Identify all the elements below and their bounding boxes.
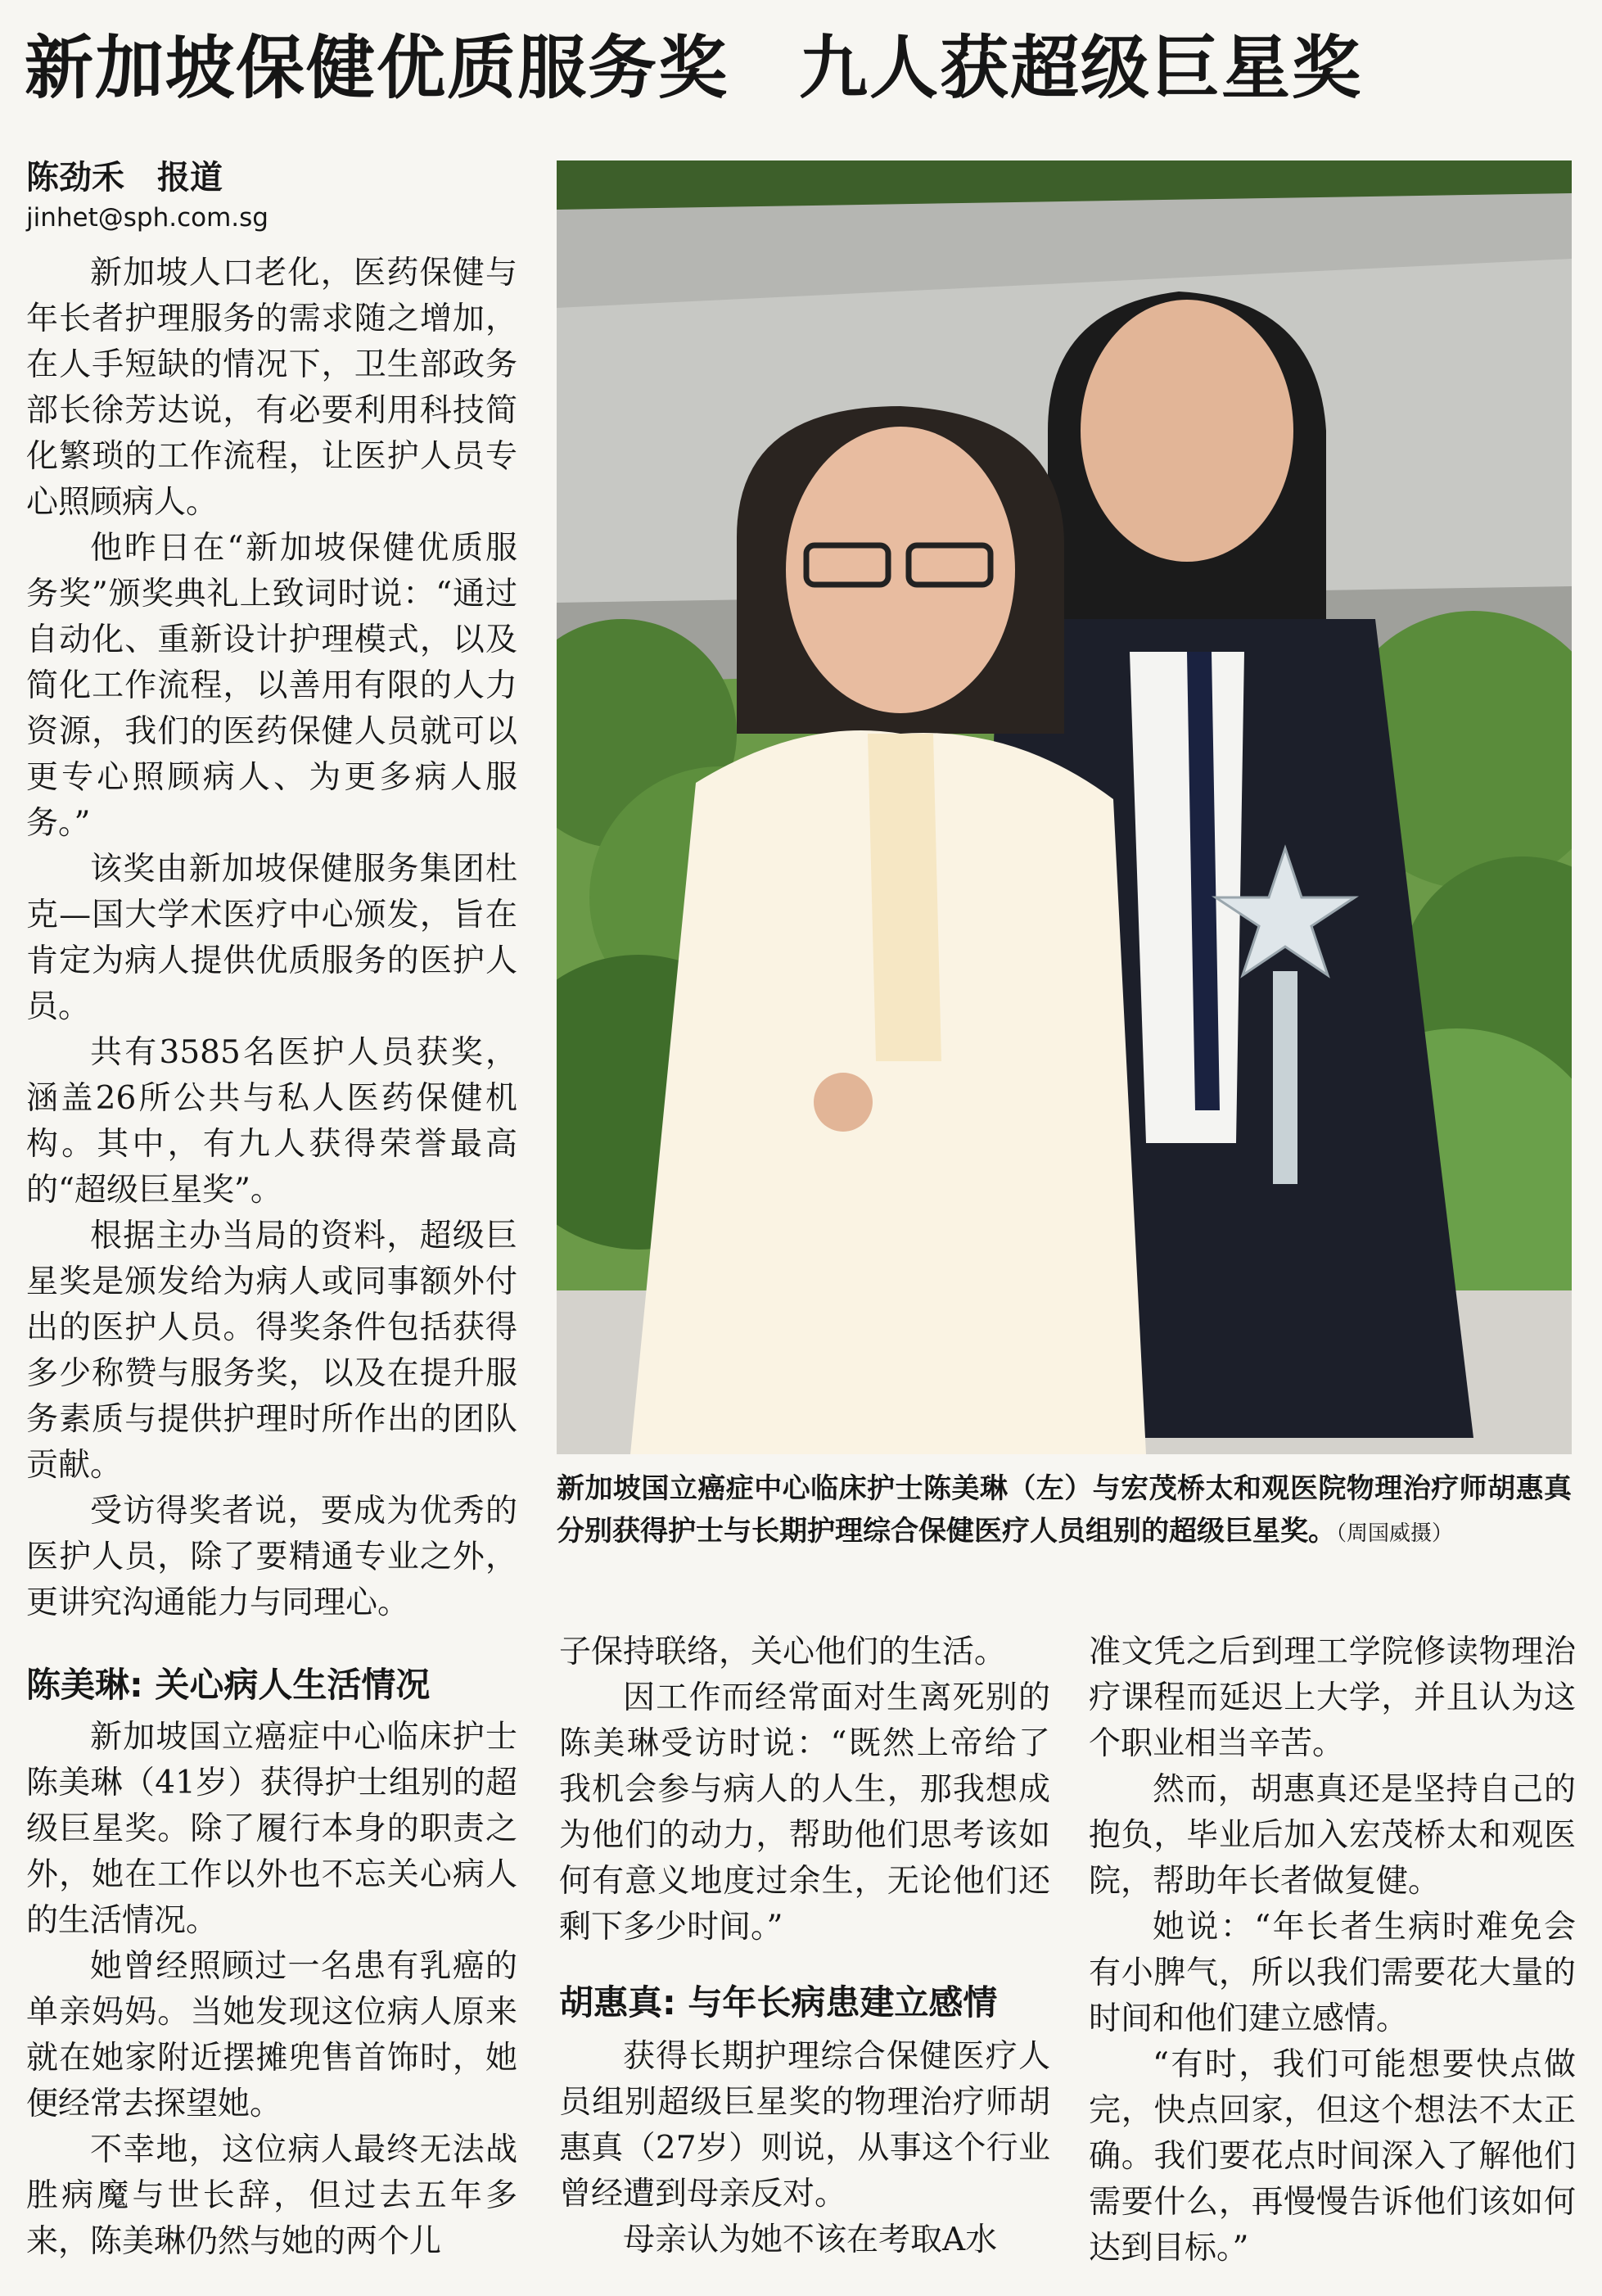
photo-illustration	[557, 160, 1572, 1454]
article-column-1-lower	[26, 1715, 517, 2288]
paragraph: 共有3585名医护人员获奖，涵盖26所公共与私人医药保健机构。其中，有九人获得荣誉最高的“超级巨星奖”。	[26, 1034, 517, 1209]
paragraph: 因工作而经常面对生离死别的陈美琳受访时说：“既然上帝给了我机会参与病人的人生，那我想成为他们的动力，帮助他们思考该如何有意义地度过余生，无论他们还剩下多少时间。”	[559, 1679, 1050, 1946]
section-heading-chen: 陈美琳: 关心病人生活情况	[26, 1665, 431, 1705]
paragraph: 该奖由新加坡保健服务集团杜克—国大学术医疗中心颁发，旨在肯定为病人提供优质服务的医护人员。	[26, 851, 517, 1025]
paragraph: “有时，我们可能想要快点做完，快点回家，但这个想法不太正确。我们要花点时间深入了解他们需要什么，再慢慢告诉他们该如何达到目标。”	[1089, 2046, 1576, 2267]
paragraph: 她曾经照顾过一名患有乳癌的单亲妈妈。当她发现这位病人原来就在她家附近摆摊兜售首饰时，她便经常去探望她。	[26, 1948, 517, 2122]
paragraph: 获得长期护理综合保健医疗人员组别超级巨星奖的物理治疗师胡惠真（27岁）则说，从事这个行业曾经遭到母亲反对。	[559, 2038, 1050, 2212]
section-heading-hu: 胡惠真: 与年长病患建立感情	[559, 1982, 998, 2023]
paragraph: 不幸地，这位病人最终无法战胜病魔与世长辞，但过去五年多来，陈美琳仍然与她的两个儿	[26, 2131, 517, 2260]
paragraph-continuation: 准文凭之后到理工学院修读物理治疗课程而延迟上大学，并且认为这个职业相当辛苦。	[1089, 1634, 1576, 1762]
paragraph: 她说：“年长者生病时难免会有小脾气，所以我们需要花大量的时间和他们建立感情。	[1089, 1909, 1576, 2037]
paragraph-continuation: 子保持联络，关心他们的生活。	[559, 1634, 1007, 1670]
paragraph: 新加坡人口老化，医药保健与年长者护理服务的需求随之增加，在人手短缺的情况下，卫生部政务部长徐芳达说，有必要利用科技简化繁琐的工作流程，让医护人员专心照顾病人。	[26, 255, 517, 521]
article-column-1	[26, 251, 517, 1626]
article-photo	[557, 160, 1572, 1454]
byline: 陈劲禾 报道	[26, 159, 223, 197]
photo-credit: （周国威摄）	[1336, 1521, 1454, 1546]
author-email[interactable]: jinhet@sph.com.sg	[26, 203, 269, 233]
article-column-3	[1089, 1629, 1576, 2285]
paragraph: 新加坡国立癌症中心临床护士陈美琳（41岁）获得护士组别的超级巨星奖。除了履行本身的职责之外，她在工作以外也不忘关心病人的生活情况。	[26, 1719, 517, 1939]
paragraph: 然而，胡惠真还是坚持自己的抱负，毕业后加入宏茂桥太和观医院，帮助年长者做复健。	[1089, 1771, 1576, 1900]
caption-text: 新加坡国立癌症中心临床护士陈美琳（左）与宏茂桥太和观医院物理治疗师胡惠真分别获得护士与长期护理综合保健医疗人员组别的超级巨星奖。	[557, 1472, 1572, 1548]
article-column-2-lower	[559, 2034, 1050, 2288]
paragraph: 根据主办当局的资料，超级巨星奖是颁发给为病人或同事额外付出的医护人员。得奖条件包括获得多少称赞与服务奖，以及在提升服务素质与提供护理时所作出的团队贡献。	[26, 1218, 517, 1484]
paragraph: 他昨日在“新加坡保健优质服务奖”颁奖典礼上致词时说：“通过自动化、重新设计护理模式，以及简化工作流程，以善用有限的人力资源，我们的医药保健人员就可以更专心照顾病人、为更多病人服务。”	[26, 530, 517, 842]
photo-caption	[557, 1467, 1572, 1555]
paragraph: 受访得奖者说，要成为优秀的医护人员，除了要精通专业之外，更讲究沟通能力与同理心。	[26, 1493, 517, 1621]
paragraph: 母亲认为她不该在考取A水	[623, 2221, 998, 2258]
headline: 新加坡保健优质服务奖 九人获超级巨星奖	[25, 28, 1363, 108]
article-column-2	[559, 1629, 1050, 1973]
